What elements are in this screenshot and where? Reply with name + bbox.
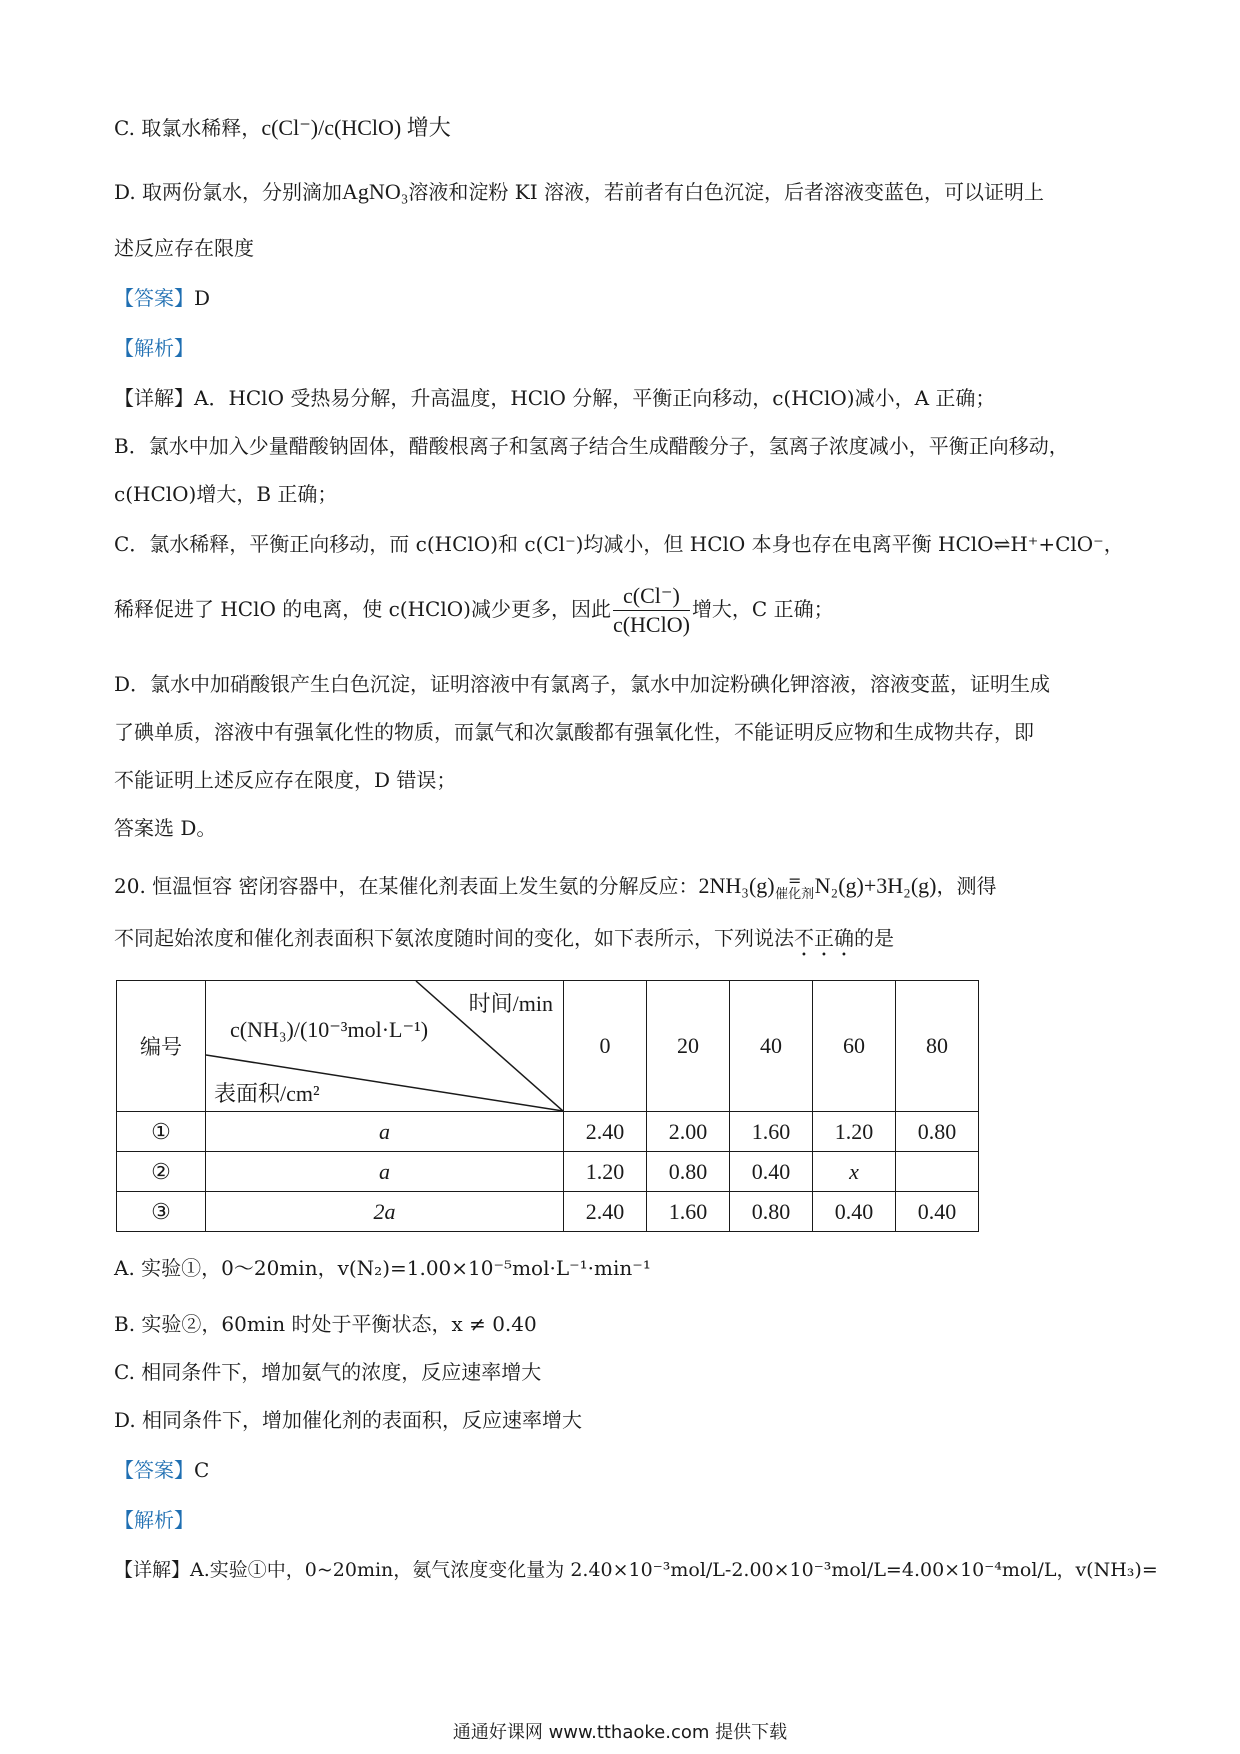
header-diagonal: [206, 981, 564, 1112]
q20-option-a: A. 实验①，0～20min，v(N₂)=1.00×10⁻⁵mol·L⁻¹·min⁻¹: [114, 1256, 651, 1280]
header-t80: 80: [896, 981, 979, 1112]
table-header-row: [117, 981, 979, 1112]
page-footer: 通通好课网 www.tthaoke.com 提供下载: [452, 1722, 788, 1743]
q19-detail-b1: B．氯水中加入少量醋酸钠固体，醋酸根离子和氢离子结合生成醋酸分子，氢离子浓度减小，平衡正向移动，: [114, 434, 1069, 458]
q20-stem-line-2: 不同起始浓度和催化剂表面积下氨浓度随时间的变化，如下表所示，下列说法不正确的是: [114, 926, 894, 950]
header-t60: 60: [813, 981, 896, 1112]
table-row: ① a 2.40 2.00 1.60 1.20 0.80: [117, 1112, 979, 1152]
q19-final: 答案选 D。: [114, 816, 217, 840]
q19-detail-c2: 稀释促进了 HClO 的电离，使 c(HClO)减少更多，因此 $\frac{c(Cl^-)}{\text{c(HClO)}}$ 增大，C 正确；: [114, 583, 834, 637]
q20-answer: 【答案】C: [114, 1458, 210, 1482]
q20-analysis-label: 【解析】: [114, 1508, 194, 1532]
option-d-line-2: 述反应存在限度: [114, 236, 254, 260]
header-time: 时间/min: [468, 991, 553, 1016]
q19-detail-d1: D．氯水中加硝酸银产生白色沉淀，证明溶液中有氯离子，氯水中加淀粉碘化钾溶液，溶液变蓝，证明生成: [114, 672, 1051, 696]
q20-detail: 【详解】A.实验①中，0~20min，氨气浓度变化量为 2.40×10⁻³mol/L-2.00×10⁻³mol/L=4.00×10⁻⁴mol/L，v(NH₃)=: [114, 1559, 1158, 1581]
q19-detail-d2: 了碘单质，溶液中有强氧化性的物质，而氯气和次氯酸都有强氧化性，不能证明反应物和生成物共存，即: [114, 720, 1034, 744]
header-conc: c(NH₃)/(10⁻³mol·L⁻¹): [230, 1017, 429, 1042]
q20-stem-line-1: 20. 恒温恒容 密闭容器中，在某催化剂表面上发生氨的分解反应：2NH₃(g) = 催化剂 N₂(g)+3H₂(g)，测得: [114, 870, 997, 902]
option-c-formula: c(Cl⁻)/c(HClO) 增大: [261, 115, 451, 140]
q20-option-c: C. 相同条件下，增加氨气的浓度，反应速率增大: [114, 1360, 542, 1384]
header-t20: 20: [647, 981, 730, 1112]
data-table: [116, 980, 979, 1232]
q19-detail-d3: 不能证明上述反应存在限度，D 错误；: [114, 768, 457, 792]
table-row: ② a 1.20 0.80 0.40 x: [117, 1152, 979, 1192]
q19-detail-a: 【详解】A．HClO 受热易分解，升高温度，HClO 分解，平衡正向移动，c(HClO)减小，A 正确；: [114, 386, 996, 410]
q19-detail-b2: c(HClO)增大，B 正确；: [114, 482, 338, 506]
option-c-line: C. 取氯水稀释，c(Cl⁻)/c(HClO) 增大: [114, 115, 451, 140]
reaction-arrow: = 催化剂: [775, 870, 815, 902]
table-row: ③ 2a 2.40 1.60 0.80 0.40 0.40: [117, 1192, 979, 1232]
header-t0: 0: [564, 981, 647, 1112]
header-no: 编号: [117, 981, 206, 1112]
q19-analysis-label: 【解析】: [114, 336, 194, 360]
q20-option-b: B. 实验②，60min 时处于平衡状态，x ≠ 0.40: [114, 1312, 537, 1336]
q19-answer: 【答案】D: [114, 286, 211, 310]
header-t40: 40: [730, 981, 813, 1112]
q20-option-d: D. 相同条件下，增加催化剂的表面积，反应速率增大: [114, 1408, 583, 1432]
header-area: 表面积/cm²: [214, 1081, 320, 1106]
option-d-line-1: D. 取两份氯水，分别滴加AgNO₃溶液和淀粉 KI 溶液，若前者有白色沉淀，后者溶液变蓝色，可以证明上: [114, 179, 1044, 204]
fraction: $\frac{c(Cl^-)}{\text{c(HClO)}}$: [612, 583, 690, 637]
q19-detail-c1: C．氯水稀释，平衡正向移动，而 c(HClO)和 c(Cl⁻)均减小，但 HClO 本身也存在电离平衡 HClO⇌H⁺+ClO⁻，: [114, 532, 1124, 556]
